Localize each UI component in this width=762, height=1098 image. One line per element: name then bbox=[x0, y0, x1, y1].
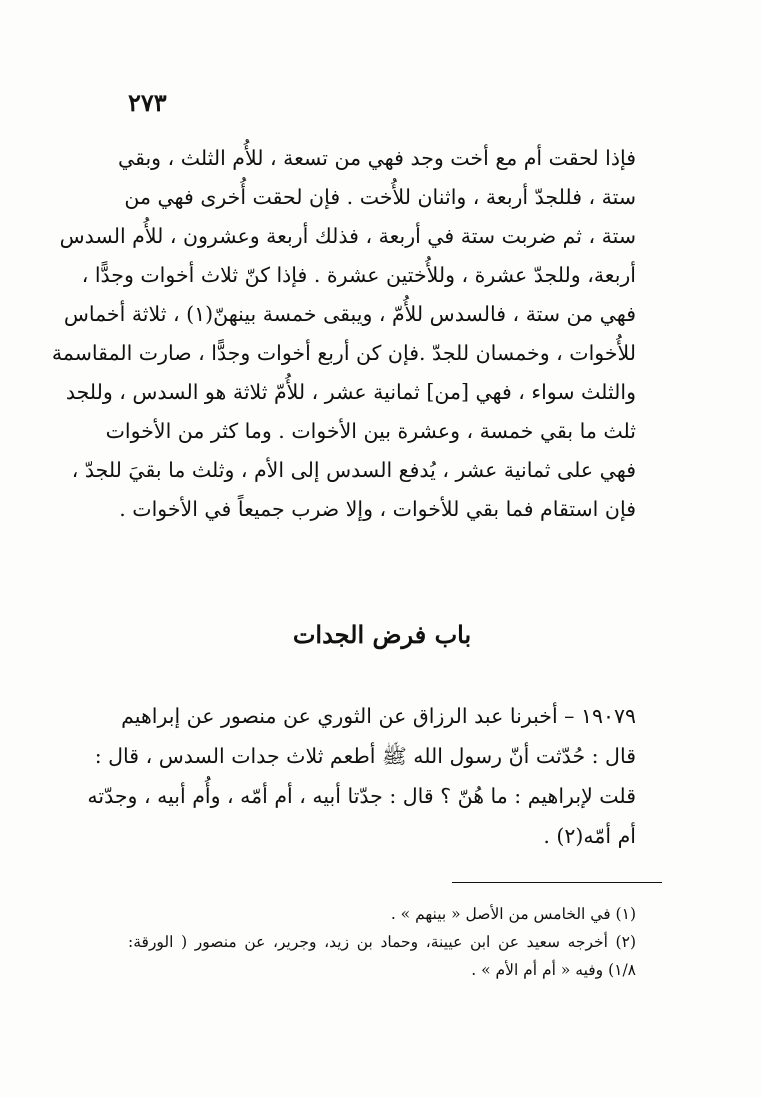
text-line: ١٩٠٧٩ – أخبرنا عبد الرزاق عن الثوري عن منصور عن إبراهيم bbox=[121, 704, 636, 728]
text-line: والثلث سواء ، فهي [من] ثمانية عشر ، للأُمّ ثلاثة هو السدس ، وللجد bbox=[65, 380, 636, 404]
text-line: قال : حُدّثت أنّ رسول الله ﷺ أطعم ثلاث جدات السدس ، قال : bbox=[94, 744, 636, 768]
footnote-2-continued: ١/٨) وفيه « أم أم الأم » . bbox=[471, 961, 636, 979]
text-line: فإن استقام فما بقي للأخوات ، وإلا ضرب جميعاً في الأخوات . bbox=[119, 497, 636, 521]
text-line: ستة ، ثم ضربت ستة في أربعة ، فذلك أربعة وعشرون ، للأُم السدس bbox=[59, 224, 636, 248]
footnote-divider bbox=[452, 882, 662, 883]
paragraph-hadith-19079 bbox=[87, 696, 636, 856]
footnote-1: (١) في الخامس من الأصل « بينهم » . bbox=[390, 905, 636, 923]
chapter-heading: باب فرض الجدات bbox=[292, 620, 472, 649]
text-line: قلت لإبراهيم : ما هُنّ ؟ قال : جدّتا أبيه ، أم أمّه ، وأُم أبيه ، وجدّته bbox=[87, 784, 636, 808]
text-line: ثلث ما بقي خمسة ، وعشرة بين الأخوات . وما كثر من الأخوات bbox=[105, 419, 636, 443]
text-line: فهي من ستة ، فالسدس للأُمّ ، ويبقى خمسة بينهنّ(١) ، ثلاثة أخماس bbox=[63, 302, 636, 326]
text-line: فإذا لحقت أم مع أخت وجد فهي من تسعة ، للأُم الثلث ، وبقي bbox=[118, 146, 636, 170]
footnote-2: (٢) أخرجه سعيد عن ابن عيينة، وحماد بن زيد، وجرير، عن منصور ( الورقة: bbox=[128, 933, 636, 951]
text-line: أربعة، وللجدّ عشرة ، وللأُختين عشرة . فإذا كنّ ثلاث أخوات وجدًّا ، bbox=[81, 263, 636, 287]
page-number: ٢٧٣ bbox=[128, 88, 167, 117]
text-line: فهي على ثمانية عشر ، يُدفع السدس إلى الأم ، وثلث ما بقيَ للجدّ ، bbox=[71, 458, 636, 482]
text-line: ستة ، فللجدّ أربعة ، واثنان للأُخت . فإن لحقت أُخرى فهي من bbox=[124, 185, 636, 209]
footnotes bbox=[128, 900, 636, 984]
paragraph-inheritance-grandfather bbox=[51, 139, 636, 529]
text-line: للأُخوات ، وخمسان للجدّ .فإن كن أربع أخوات وجدًّا ، صارت المقاسمة bbox=[51, 341, 636, 365]
text-line: أم أمّه(٢) . bbox=[543, 824, 636, 848]
